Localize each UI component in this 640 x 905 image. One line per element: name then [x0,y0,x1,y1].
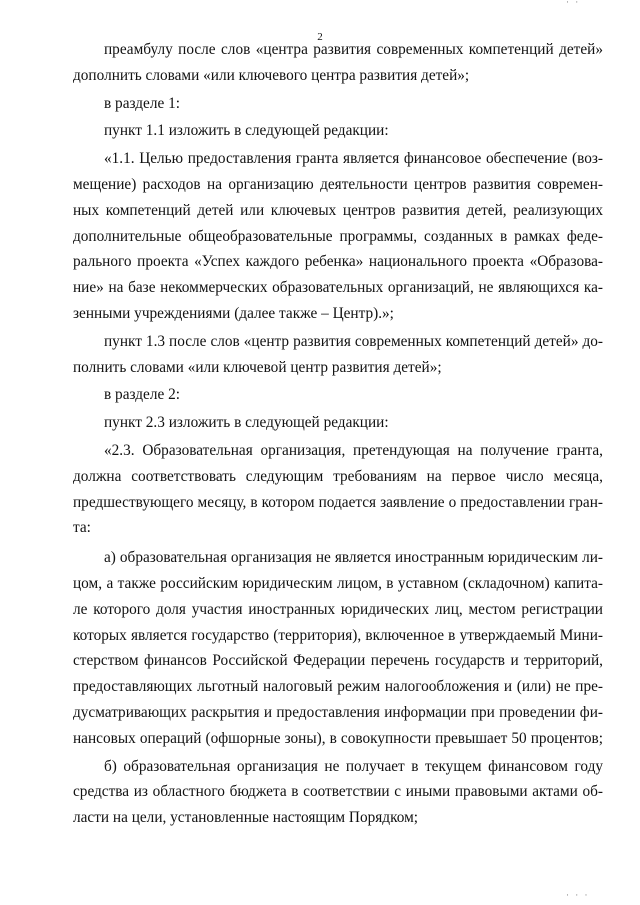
text-line: дусматривающих раскрытия и предоставления информации при проведении фи- [73,703,603,721]
text-line: в разделе 1: [104,94,180,112]
text-line: мещение) расходов на организацию деятельности центров развития современ- [73,175,603,193]
corner-mark-top: · · [566,0,581,7]
corner-mark-bottom: · · · [566,890,590,900]
paragraph-subitem-a [73,545,603,751]
text-line: «2.3. Образовательная организация, претендующая на получение гранта, [104,441,603,459]
text-line: предоставляющих льготный налоговый режим налогообложения и (или) не пре- [73,678,603,696]
text-line: дополнить словами «или ключевого центра развития детей»; [73,66,470,84]
paragraph-preamble [73,37,603,89]
text-line: которых является государство (территория), включенное в утверждаемый Мини- [73,626,603,644]
text-line: пункт 1.1 изложить в следующей редакции: [104,122,389,140]
paragraph-item-1-3 [73,329,603,381]
text-line: ласти на цели, установленные настоящим Порядком; [73,809,419,827]
text-line: предшествующего месяцу, в котором подается заявление о предоставлении гран- [73,493,603,511]
text-line: пункт 2.3 изложить в следующей редакции: [104,414,389,432]
text-line: б) образовательная организация не получает в текущем финансовом году [104,757,603,775]
paragraph-section-2 [73,382,603,408]
text-line: полнить словами «или ключевой центр развития детей»; [73,358,442,376]
text-line: должна соответствовать следующим требованиям на первое число месяца, [73,467,603,485]
paragraph-subitem-b [73,754,603,831]
paragraph-item-2-3-text [73,438,603,541]
text-line: преамбулу после слов «центра развития современных компетенций детей» [104,41,603,58]
text-line: в разделе 2: [104,386,180,404]
page-number: 2 [317,31,323,43]
document-body [73,37,603,831]
paragraph-item-1-1-text [73,146,603,327]
text-line: зенными учреждениями (далее также – Центр).»; [73,304,394,322]
text-line: нансовых операций (офшорные зоны), в совокупности превышает 50 процентов; [73,729,603,747]
paragraph-item-2-3-intro [73,410,603,436]
text-line: стерством финансов Российской Федерации перечень государств и территорий, [73,652,603,670]
text-line: ние» на базе некоммерческих образовательных организаций, не являющихся ка- [73,279,603,297]
paragraph-section-1 [73,91,603,117]
text-line: а) образовательная организация не является иностранным юридическим ли- [104,549,603,567]
text-line: пункт 1.3 после слов «центр развития современных компетенций детей» до- [104,332,603,350]
text-line: средства из областного бюджета в соответствии с иными правовыми актами об- [73,783,603,801]
text-line: дополнительные общеобразовательные программы, созданных в рамках феде- [73,227,603,245]
text-line: ных компетенций детей или ключевых центров развития детей, реализующих [73,201,603,219]
text-line: «1.1. Целью предоставления гранта является финансовое обеспечение (воз- [104,150,603,168]
text-line: цом, а также российским юридическим лицом, в уставном (складочном) капита- [73,574,603,592]
text-line: та: [73,519,91,537]
paragraph-item-1-1-intro [73,118,603,144]
text-line: ле которого доля участия иностранных юридических лиц, местом регистрации [73,600,603,618]
text-line: рального проекта «Успех каждого ребенка» национального проекта «Образова- [73,253,603,271]
